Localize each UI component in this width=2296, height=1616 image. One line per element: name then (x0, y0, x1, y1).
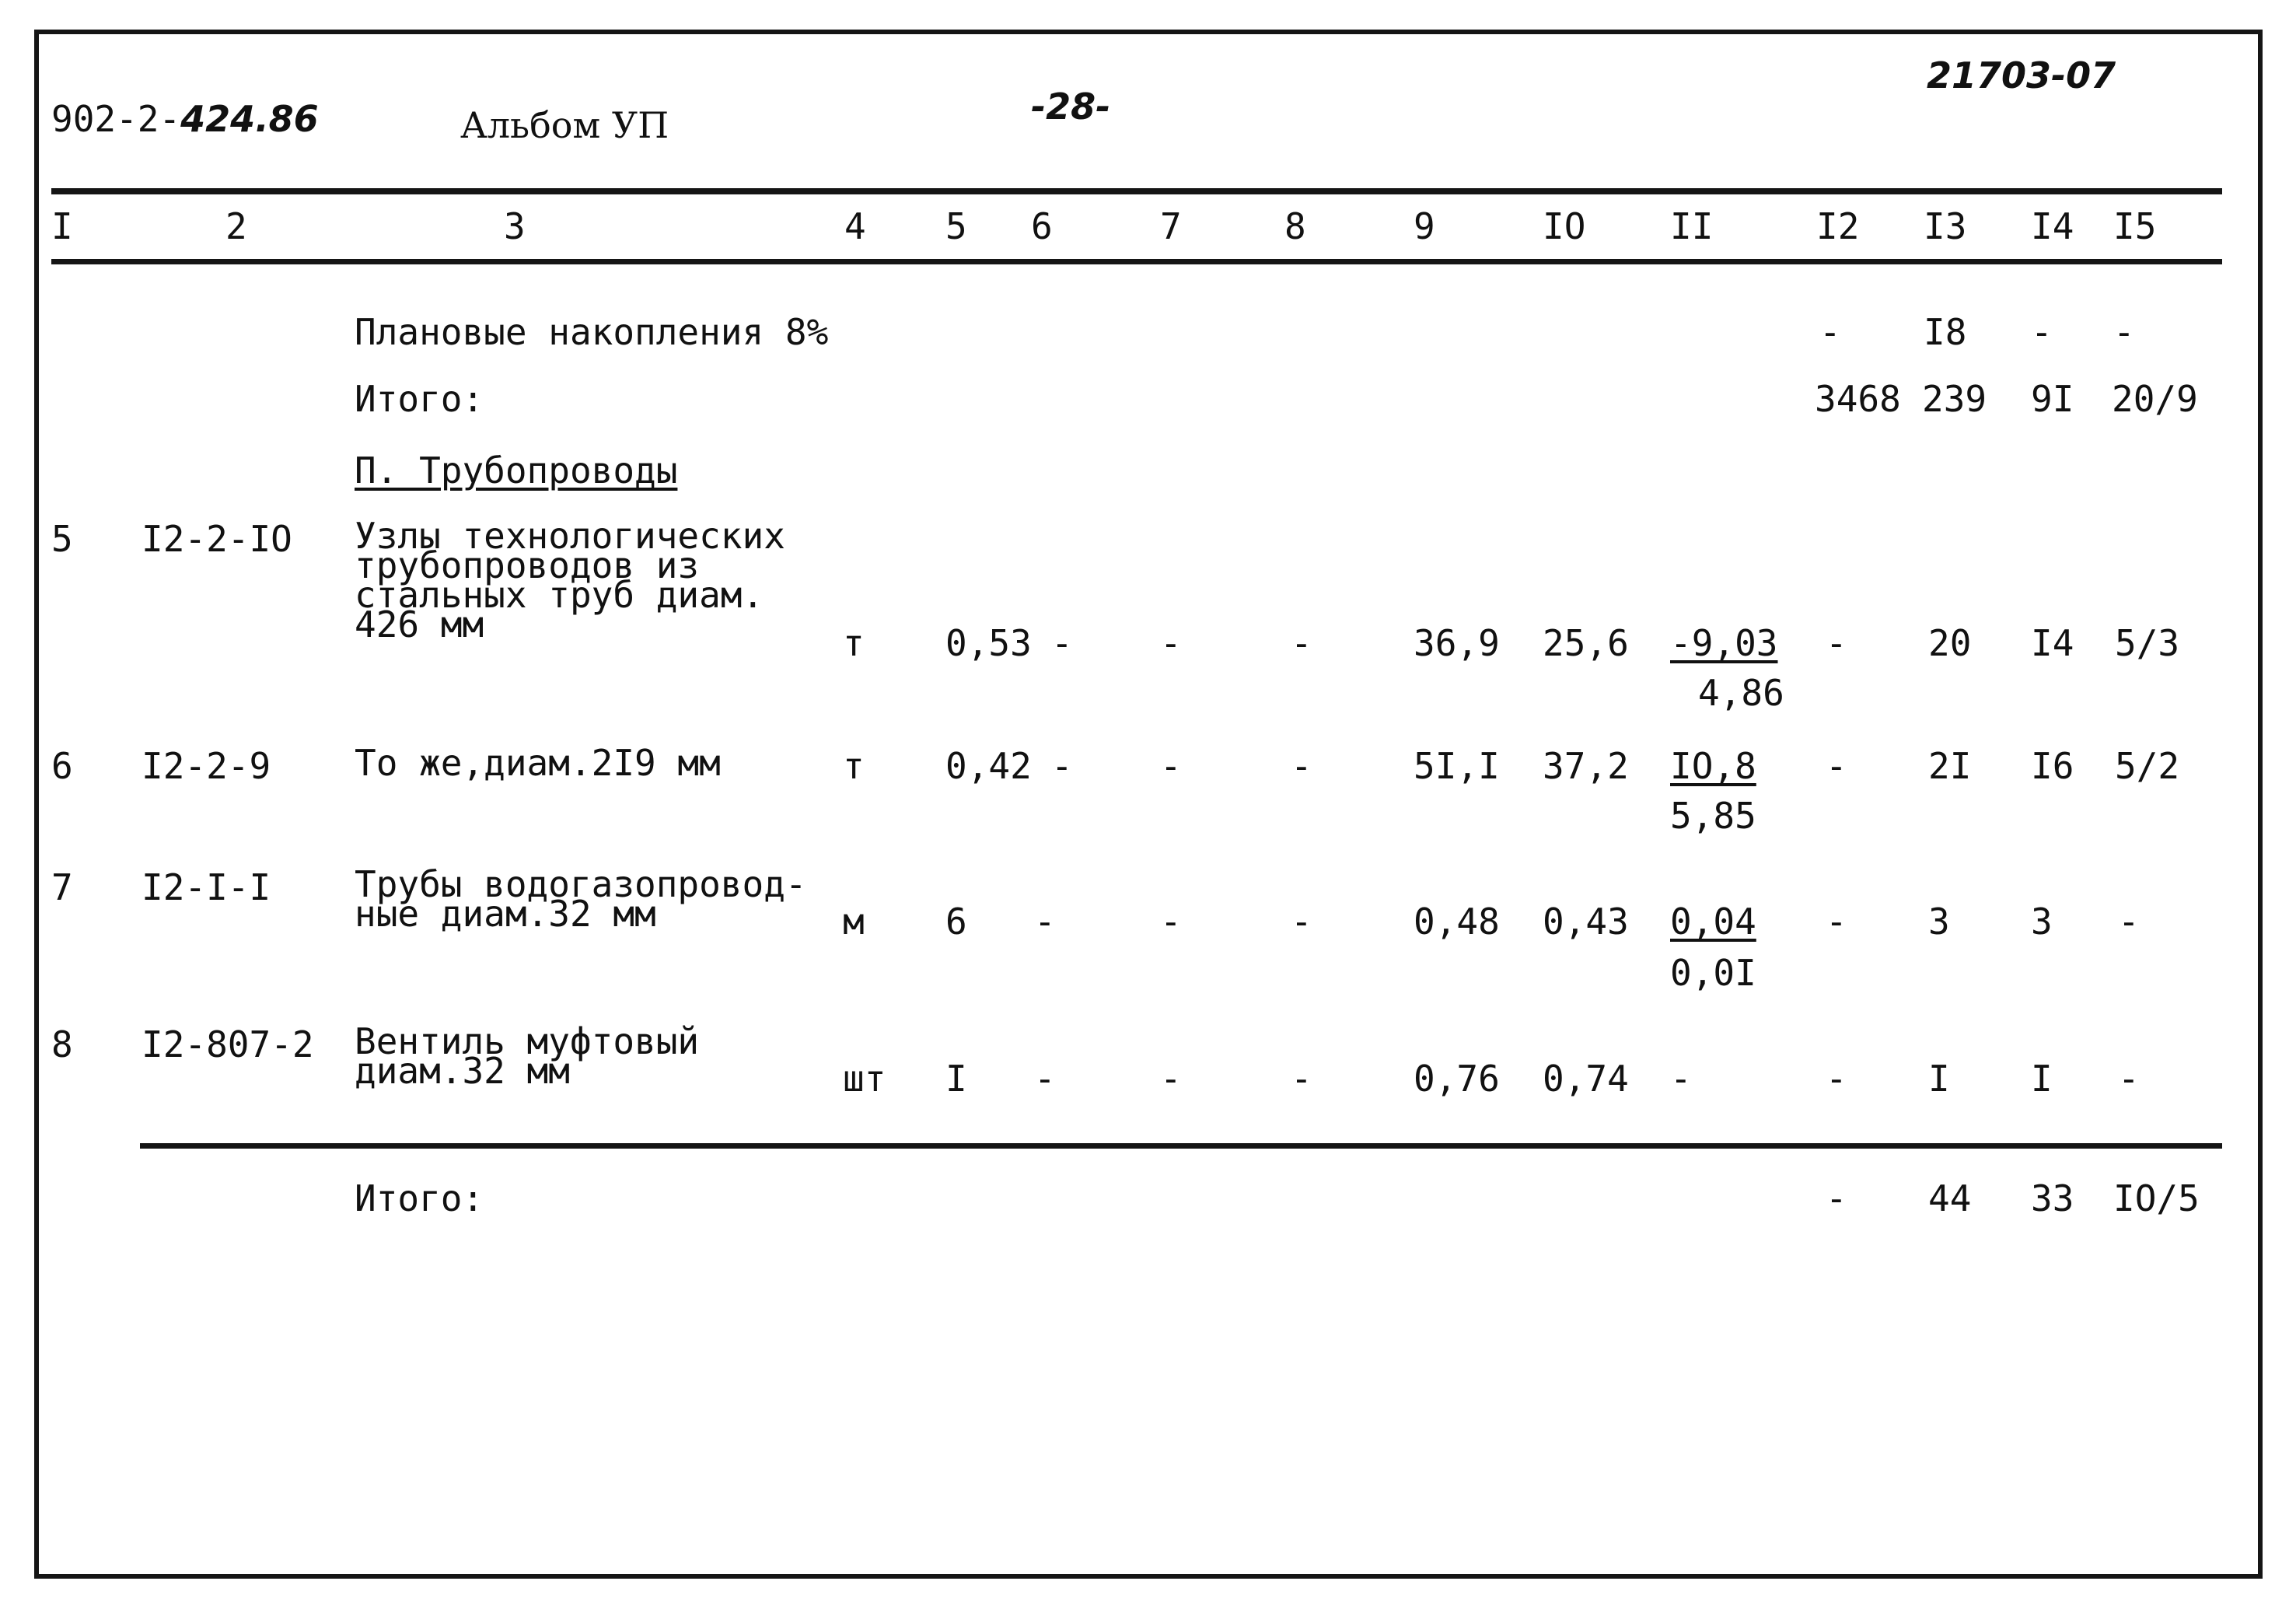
row-c6: - (1034, 1058, 1056, 1100)
row-c10: 37,2 (1543, 745, 1629, 787)
row-c8: - (1291, 745, 1312, 787)
row-c13: 2I (1928, 745, 1972, 787)
column-header: I3 (1924, 205, 1967, 247)
row-c13: I (1928, 1058, 1950, 1100)
row-c15: 5/2 (2115, 745, 2180, 787)
row-unit: шт (843, 1058, 886, 1100)
column-header: 5 (945, 205, 967, 247)
planned-c15: - (2113, 311, 2135, 353)
final-total-c13: 44 (1928, 1177, 1972, 1219)
row-description: Узлы технологических трубопроводов из стальных труб диам. 426 мм (355, 515, 785, 645)
row-unit: т (843, 622, 865, 664)
row-c10: 25,6 (1543, 622, 1629, 664)
row-code: I2-I-I (142, 866, 271, 908)
row-description: То же,диам.2I9 мм (355, 742, 721, 784)
row-c11-top: IO,8 (1670, 745, 1756, 787)
row-c8: - (1291, 622, 1312, 664)
row-c14: I (2031, 1058, 2053, 1100)
section-heading: П. Трубопроводы (355, 449, 678, 491)
row-c7: - (1160, 622, 1182, 664)
total-rule (140, 1143, 2222, 1149)
row-c13: 20 (1928, 622, 1972, 664)
row-c12: - (1826, 745, 1847, 787)
row-c15: - (2118, 1058, 2140, 1100)
row-c10: 0,74 (1543, 1058, 1629, 1100)
subtotal-c12: 3468 (1815, 378, 1901, 420)
row-c5: 6 (945, 901, 967, 943)
row-code: I2-807-2 (142, 1023, 314, 1065)
row-number: 6 (51, 745, 73, 787)
column-header: 4 (844, 205, 866, 247)
subtotal-c13: 239 (1922, 378, 1987, 420)
row-c13: 3 (1928, 901, 1950, 943)
row-c8: - (1291, 1058, 1312, 1100)
row-c11-bottom: 0,0I (1670, 952, 1756, 994)
row-c14: I4 (2031, 622, 2074, 664)
row-c10: 0,43 (1543, 901, 1629, 943)
column-header: 6 (1031, 205, 1053, 247)
row-c9: 5I,I (1414, 745, 1500, 787)
row-c7: - (1160, 745, 1182, 787)
row-c9: 0,76 (1414, 1058, 1500, 1100)
column-header: II (1670, 205, 1714, 247)
column-header: IO (1543, 205, 1586, 247)
row-c12: - (1826, 622, 1847, 664)
archive-stamp: 21703-07 (1927, 54, 2116, 96)
planned-c13: I8 (1924, 311, 1967, 353)
row-c5: 0,53 (945, 622, 1032, 664)
row-c8: - (1291, 901, 1312, 943)
row-c11-top: 0,04 (1670, 901, 1756, 943)
column-header: I (51, 205, 73, 247)
row-code: I2-2-9 (142, 745, 271, 787)
row-unit: м (843, 901, 865, 943)
row-c12: - (1826, 901, 1847, 943)
column-header: 7 (1160, 205, 1182, 247)
row-c11-top: - (1670, 1058, 1692, 1100)
row-c11-top: -9,03 (1670, 622, 1778, 664)
subtotal-c14: 9I (2031, 378, 2074, 420)
header-bottom-rule (51, 259, 2222, 264)
row-c11-bottom: 5,85 (1670, 795, 1756, 837)
row-c6: - (1051, 622, 1073, 664)
row-c12: - (1826, 1058, 1847, 1100)
subtotal-c15: 20/9 (2112, 378, 2198, 420)
column-header: I5 (2113, 205, 2157, 247)
row-c15: 5/3 (2115, 622, 2180, 664)
column-header: 3 (504, 205, 526, 247)
page-number: -28- (1031, 86, 1111, 128)
row-c14: I6 (2031, 745, 2074, 787)
row-number: 8 (51, 1023, 73, 1065)
planned-c12: - (1819, 311, 1841, 353)
row-description: Вентиль муфтовый диам.32 мм (355, 1020, 700, 1092)
final-total-c15: IO/5 (2113, 1177, 2200, 1219)
column-header: 9 (1414, 205, 1435, 247)
final-total-c12: - (1826, 1177, 1847, 1219)
row-c11-bottom: 4,86 (1698, 672, 1784, 714)
row-c6: - (1051, 745, 1073, 787)
header-top-rule (51, 188, 2222, 194)
row-c5: 0,42 (945, 745, 1032, 787)
planned-c14: - (2031, 311, 2053, 353)
doc-code: 902-2-424.86 (51, 98, 319, 140)
column-header: I2 (1816, 205, 1860, 247)
column-header: 8 (1284, 205, 1306, 247)
final-total-c14: 33 (2031, 1177, 2074, 1219)
row-code: I2-2-IO (142, 518, 292, 560)
row-c7: - (1160, 1058, 1182, 1100)
final-total-label: Итого: (355, 1177, 484, 1219)
row-number: 7 (51, 866, 73, 908)
row-description: Трубы водогазопровод- ные диам.32 мм (355, 863, 807, 935)
row-c5: I (945, 1058, 967, 1100)
row-number: 5 (51, 518, 73, 560)
planned-accumulation-label: Плановые накопления 8% (355, 311, 829, 353)
row-c9: 36,9 (1414, 622, 1500, 664)
album-label: Альбом УП (460, 104, 669, 146)
row-c9: 0,48 (1414, 901, 1500, 943)
subtotal-label: Итого: (355, 378, 484, 420)
row-c6: - (1034, 901, 1056, 943)
row-c7: - (1160, 901, 1182, 943)
column-header: I4 (2031, 205, 2074, 247)
column-header: 2 (225, 205, 247, 247)
row-unit: т (843, 745, 865, 787)
row-c14: 3 (2031, 901, 2053, 943)
row-c15: - (2118, 901, 2140, 943)
